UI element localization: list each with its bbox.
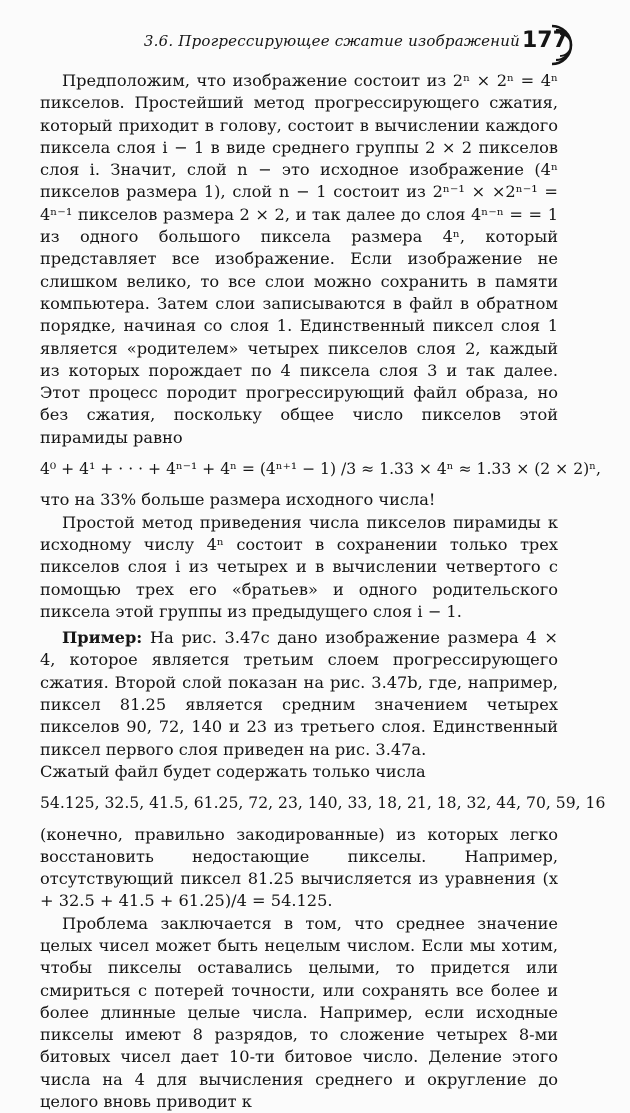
equation-number-list: 54.125, 32.5, 41.5, 61.25, 72, 23, 140, 33, 18, 21, 18, 32, 44, 70, 59, 16	[40, 794, 606, 813]
paragraph-simple-method: Простой метод приведения числа пикселов пирамиды к исходному числу 4ⁿ состоит в сохранении только трех пикселов слоя i из четырех и в вычислении четвертого с помощью трех его «братьев» и одного родительского пиксела этой группы из предыдущего слоя i − 1.	[40, 512, 558, 621]
running-head: 3.6. Прогрессирующее сжатие изображений	[143, 32, 520, 50]
paragraph-intro: Предположим, что изображение состоит из 2ⁿ × 2ⁿ = 4ⁿ пикселов. Простейший метод прогрессирующего сжатия, который приходит в голову, состоит в вычислении каждого пиксела слоя i − 1 в виде среднего группы 2 × 2 пикселов слоя i. Значит, слой n − это исходное изображение (4ⁿ пикселов размера 1), слой n − 1 состоит из 2ⁿ⁻¹ × ×2ⁿ⁻¹ = 4ⁿ⁻¹ пикселов размера 2 × 2, и так далее до слоя 4ⁿ⁻ⁿ = = 1 из одного большого пиксела размера 4ⁿ, который представляет все изображение. Если изображение не слишком велико, то все слои можно сохранить в памяти компьютера. Затем слои записываются в файл в обратном порядке, начиная со слоя 1. Единственный пиксел слоя 1 является «родителем» четырех пикселов слоя 2, каждый из которых порождает по 4 пиксела слоя 3 и так далее. Этот процесс породит прогрессирующий файл образа, но без сжатия, поскольку общее число пикселов этой пирамиды равно	[40, 71, 558, 447]
body-text	[40, 70, 606, 1113]
equation-pyramid-sum: 4⁰ + 4¹ + · · · + 4ⁿ⁻¹ + 4ⁿ = (4ⁿ⁺¹ − 1) /3 ≈ 1.33 × 4ⁿ ≈ 1.33 × (2 × 2)ⁿ,	[40, 460, 601, 479]
paragraph-reconstruction: (конечно, правильно закодированные) из которых легко восстановить недостающие пикселы. Например, отсутствующий пиксел 81.25 вычисляется из уравнения (x + 32.5 + 41.5 + 61.25)/4 = 54.125.	[40, 824, 558, 911]
page-number-ornament-icon	[548, 22, 578, 68]
paragraph-overhead: что на 33% больше размера исходного числа!	[40, 490, 436, 510]
paragraph-problem: Проблема заключается в том, что среднее значение целых чисел может быть нецелым числом. Если мы хотим, чтобы пикселы оставались целыми, то придется или смириться с потерей точности, или сохранять все более и более длинные целые числа. Например, если исходные пикселы имеют 8 разрядов, то сложение четырех 8-ми битовых чисел дает 10-ти битовое число. Деление этого числа на 4 для вычисления среднего и округление до целого вновь приводит к	[40, 913, 558, 1112]
paragraph-compressed-file: Сжатый файл будет содержать только числа	[40, 761, 426, 781]
example-text: На рис. 3.47с дано изображение размера 4 × 4, которое является третьим слоем прогрессирующего сжатия. Второй слой показан на рис. 3.47b, где, например, пиксел 81.25 является средним значением четырех пикселов 90, 72, 140 и 23 из третьего слоя. Единственный пиксел первого слоя приведен на рис. 3.47a.	[40, 628, 558, 759]
page-number: 177	[522, 28, 568, 53]
example-label: Пример:	[62, 628, 143, 648]
page-header	[0, 18, 630, 64]
paragraph-example	[40, 627, 558, 761]
